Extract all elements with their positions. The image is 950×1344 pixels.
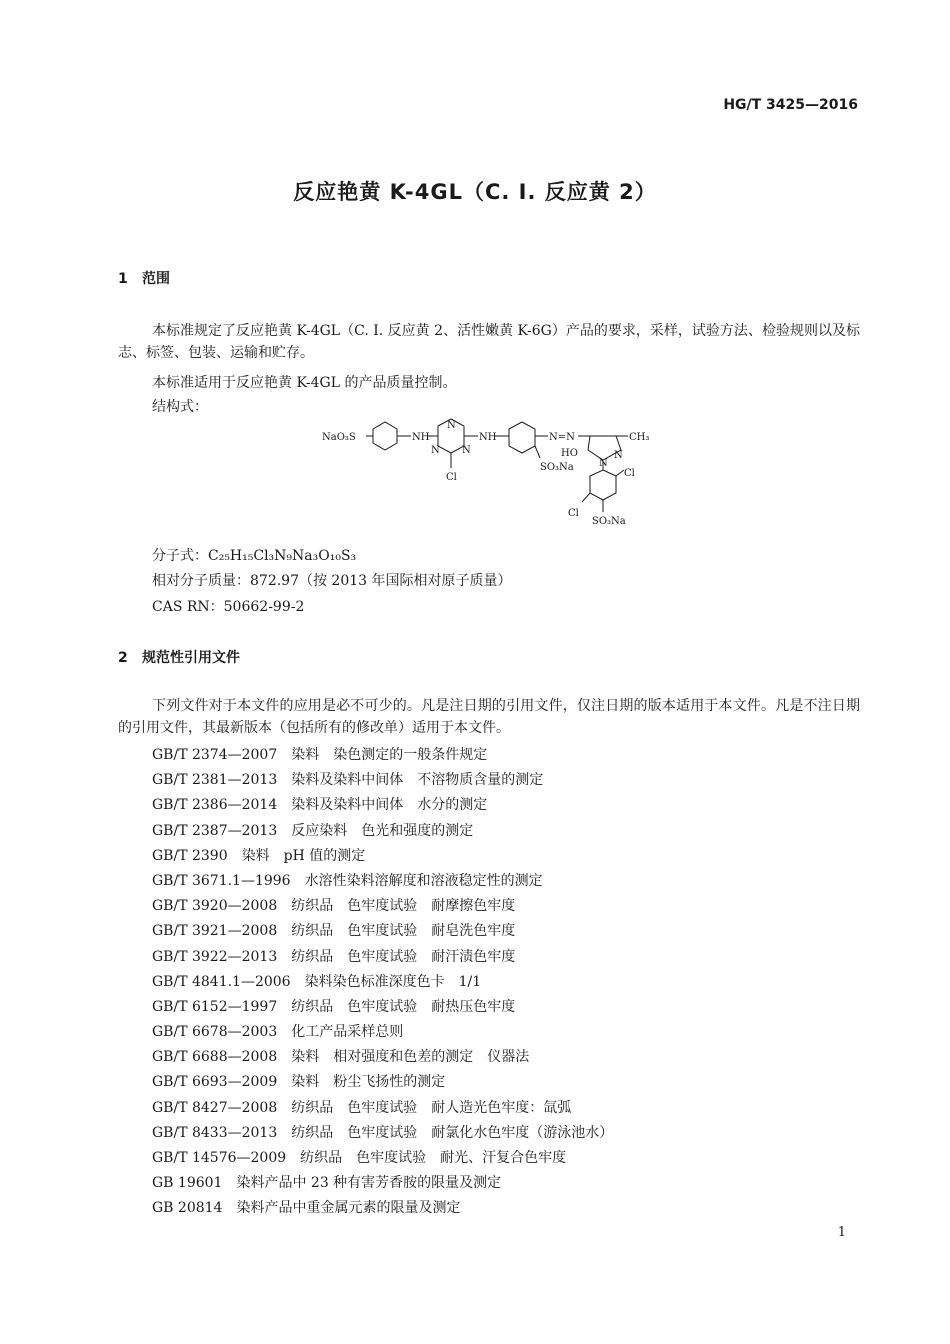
reference-code: GB/T 3671.1—1996 <box>152 872 291 889</box>
reference-item <box>152 848 613 873</box>
standard-code: HG/T 3425—2016 <box>723 97 858 113</box>
page-number: 1 <box>837 1225 846 1240</box>
reference-code: GB/T 2386—2014 <box>152 797 278 814</box>
reference-code: GB/T 3921—2008 <box>152 923 278 940</box>
section-2-number: 2 <box>118 650 128 666</box>
structure-n-pyrazole-2: N <box>599 458 608 469</box>
reference-title: 染料 粉尘飞扬性的测定 <box>291 1074 446 1091</box>
reference-item <box>152 873 613 898</box>
benzene-ring-2 <box>509 422 535 453</box>
molecular-formula <box>152 545 356 565</box>
reference-title: 化工产品采样总则 <box>291 1024 404 1041</box>
reference-title: 染料染色标准深度色卡 1/1 <box>304 973 482 990</box>
reference-title: 染料 染色测定的一般条件规定 <box>291 747 488 763</box>
structure-label: 结构式： <box>152 399 208 415</box>
reference-code: GB 19601 <box>152 1175 223 1192</box>
scope-paragraph-2: 本标准适用于反应艳黄 K-4GL 的产品质量控制。 <box>152 375 457 391</box>
structure-cl-left: Cl <box>568 508 579 519</box>
reference-code: GB/T 6152—1997 <box>152 998 278 1015</box>
reference-title: 染料产品中 23 种有害芳香胺的限量及测定 <box>236 1175 502 1192</box>
reference-code: GB/T 3922—2013 <box>152 948 278 965</box>
reference-title: 染料及染料中间体 不溶物质含量的测定 <box>291 772 544 789</box>
structure-n-right: N <box>462 445 471 456</box>
reference-title: 染料 相对强度和色差的测定 仪器法 <box>291 1049 530 1066</box>
reference-title: 染料产品中重金属元素的限量及测定 <box>236 1200 461 1217</box>
reference-code: GB/T 2387—2013 <box>152 822 278 839</box>
cas-number: CAS RN：50662-99-2 <box>152 599 305 615</box>
reference-code: GB/T 6693—2009 <box>152 1074 278 1091</box>
reference-title: 纺织品 色牢度试验 耐人造光色牢度：氙弧 <box>291 1099 572 1116</box>
benzene-ring-3 <box>590 470 616 500</box>
reference-item <box>152 898 613 923</box>
reference-item <box>152 1049 613 1074</box>
reference-code: GB/T 2374—2007 <box>152 747 278 763</box>
reference-item <box>152 797 613 822</box>
reference-title: 染料 pH 值的测定 <box>241 847 366 864</box>
reference-title: 水溶性染料溶解度和溶液稳定性的测定 <box>304 872 543 889</box>
scope-paragraph-1: 本标准规定了反应艳黄 K-4GL（C. I. 反应黄 2、活性嫩黄 K-6G）产品的要求，采样，试验方法、检验规则以及标志、标签、包装、运输和贮存。 <box>118 323 860 361</box>
molecular-mass: 相对分子质量：872.97（按 2013 年国际相对原子质量） <box>152 573 512 589</box>
reference-title: 纺织品 色牢度试验 耐光、汗复合色牢度 <box>300 1150 567 1166</box>
reference-item <box>152 1074 613 1099</box>
reference-code: GB/T 6688—2008 <box>152 1049 278 1066</box>
reference-item <box>152 1150 613 1175</box>
reference-code: GB 20814 <box>152 1200 223 1217</box>
reference-code: GB/T 2381—2013 <box>152 772 278 789</box>
reference-title: 反应染料 色光和强度的测定 <box>291 822 474 839</box>
reference-item <box>152 923 613 948</box>
structure-cl-right: Cl <box>624 468 635 479</box>
structure-so3na-middle: SO₃Na <box>540 462 574 473</box>
reference-code: GB/T 8433—2013 <box>152 1124 278 1141</box>
reference-code: GB/T 6678—2003 <box>152 1024 278 1041</box>
reference-code: GB/T 4841.1—2006 <box>152 973 291 990</box>
reference-title: 纺织品 色牢度试验 耐热压色牢度 <box>291 998 516 1015</box>
structure-n-pyrazole-1: N <box>614 450 623 461</box>
structure-ho: HO <box>561 448 578 459</box>
reference-item <box>152 1200 613 1225</box>
reference-item <box>152 772 613 797</box>
reference-list <box>152 747 613 1226</box>
reference-code: GB/T 2390 <box>152 847 228 864</box>
reference-item <box>152 1100 613 1125</box>
reference-code: GB/T 3920—2008 <box>152 898 278 915</box>
benzene-ring-1 <box>373 422 397 450</box>
reference-title: 纺织品 色牢度试验 耐摩擦色牢度 <box>291 898 516 915</box>
reference-title: 染料及染料中间体 水分的测定 <box>291 797 488 814</box>
structure-so3na-bottom: SO₃Na <box>592 516 626 527</box>
reference-title: 纺织品 色牢度试验 耐皂洗色牢度 <box>291 923 516 940</box>
section-1-heading <box>118 268 170 288</box>
references-intro: 下列文件对于本文件的应用是必不可少的。凡是注日期的引用文件，仅注日期的版本适用于本文件。凡是不注日期的引用文件，其最新版本（包括所有的修改单）适用于本文件。 <box>118 698 860 736</box>
document-title: 反应艳黄 K-4GL（C. I. 反应黄 2） <box>293 180 657 204</box>
structure-azo: N=N <box>549 432 575 443</box>
reference-title: 纺织品 色牢度试验 耐氯化水色牢度（游泳池水） <box>291 1124 614 1141</box>
structure-nh-2: NH <box>479 432 497 443</box>
structure-naso3s: NaO₃S <box>322 432 356 443</box>
reference-item <box>152 747 613 772</box>
structural-formula <box>318 418 663 538</box>
reference-item <box>152 949 613 974</box>
structure-nh-1: NH <box>412 432 430 443</box>
reference-item <box>152 1024 613 1049</box>
reference-item <box>152 999 613 1024</box>
reference-code: GB/T 8427—2008 <box>152 1099 278 1116</box>
reference-title: 纺织品 色牢度试验 耐汗渍色牢度 <box>291 948 516 965</box>
section-1-number: 1 <box>118 271 128 287</box>
molecular-formula-label: 分子式： <box>152 548 208 564</box>
reference-code: GB/T 14576—2009 <box>152 1150 287 1166</box>
reference-item <box>152 1125 613 1150</box>
section-2-title: 规范性引用文件 <box>142 650 240 666</box>
reference-item <box>152 1175 613 1200</box>
section-2-heading <box>118 647 240 667</box>
structure-n-left: N <box>431 445 440 456</box>
reference-item <box>152 974 613 999</box>
structure-n-top: N <box>447 420 456 431</box>
molecular-formula-value: C₂₅H₁₅Cl₃N₉Na₃O₁₀S₃ <box>208 548 357 564</box>
reference-item <box>152 823 613 848</box>
structure-cl-triazine: Cl <box>446 472 457 483</box>
structure-ch3: CH₃ <box>629 432 650 443</box>
section-1-title: 范围 <box>142 271 170 287</box>
